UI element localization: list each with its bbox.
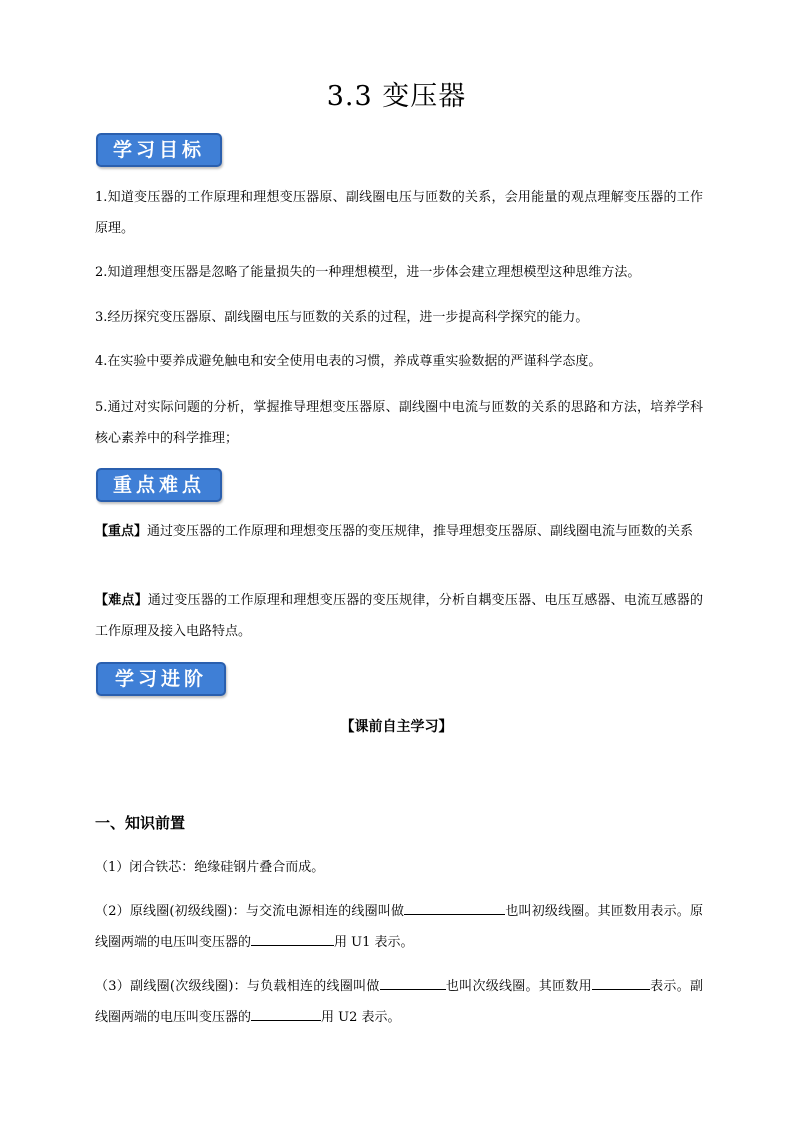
blank-field (592, 975, 650, 990)
blank-field (251, 1006, 321, 1021)
blank-field (251, 931, 334, 946)
key-point-text: 通过变压器的工作原理和理想变压器的变压规律，推导理想变压器原、副线圈电流与匝数的关系 (147, 524, 694, 539)
blank-field (380, 975, 446, 990)
objectives-badge: 学习目标 (96, 133, 222, 167)
objective-4: 4.在实验中要养成避免触电和安全使用电表的习惯，养成尊重实验数据的严谨科学态度。 (95, 354, 602, 369)
page-title: 3.3 变压器 (326, 81, 467, 112)
item-2-text-c: 表示。原线圈两端的电压叫变压器的 (95, 904, 703, 950)
section-heading: 一、知识前置 (95, 814, 186, 832)
difficulty-paragraph (95, 585, 703, 647)
item-3-text-d: 用 U2 表示。 (321, 1010, 401, 1025)
key-point-label: 【重点】 (95, 524, 148, 539)
objective-3: 3.经历探究变压器原、副线圈电压与匝数的关系的过程，进一步提高科学探究的能力。 (95, 310, 589, 325)
item-1: （1）闭合铁芯：绝缘硅钢片叠合而成。 (95, 860, 325, 875)
key-point-paragraph (95, 516, 703, 547)
difficulty-text: 通过变压器的工作原理和理想变压器的变压规律，分析自耦变压器、电压互感器、电流互感器的工作原理及接入电路特点。 (95, 593, 703, 639)
blank-field (404, 900, 505, 915)
item-3 (95, 971, 703, 1033)
item-3-text-b: 也叫次级线圈。其匝数用 (445, 979, 592, 994)
item-2-text-d: 用 U1 表示。 (334, 935, 414, 950)
item-2 (95, 896, 703, 958)
item-3-text-a: （3）副线圈(次级线圈)：与负载相连的线圈叫做 (95, 979, 380, 994)
self-study-heading: 【课前自主学习】 (340, 719, 453, 735)
item-2-text-a: （2）原线圈(初级线圈)：与交流电源相连的线圈叫做 (95, 904, 405, 919)
key-points-badge: 重点难点 (96, 468, 222, 502)
objective-1: 1.知道变压器的工作原理和理想变压器原、副线圈电压与匝数的关系，会用能量的观点理解变压器的工作原理。 (95, 190, 703, 236)
difficulty-label: 【难点】 (95, 593, 148, 608)
objective-2: 2.知道理想变压器是忽略了能量损失的一种理想模型，进一步体会建立理想模型这种思维方法。 (95, 265, 641, 280)
objective-5: 5.通过对实际问题的分析，掌握推导理想变压器原、副线圈中电流与匝数的关系的思路和方法，培养学科核心素养中的科学推理； (95, 400, 703, 446)
item-3-text-c: 表示。副线圈两端的电压叫变压器的 (95, 979, 703, 1025)
progress-badge: 学习进阶 (96, 662, 226, 696)
item-2-text-b: 也叫初级线圈。其匝数用 (505, 904, 651, 919)
